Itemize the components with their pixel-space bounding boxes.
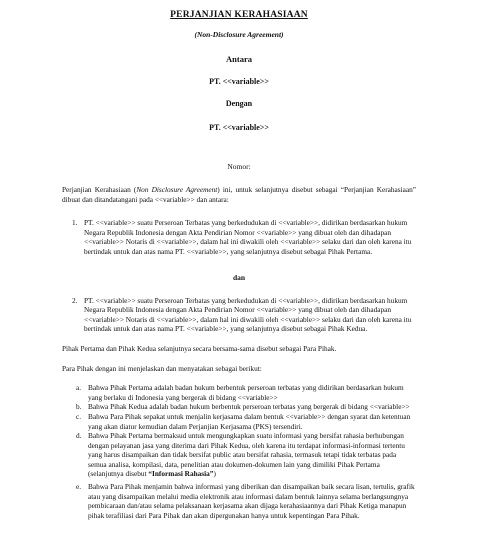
recitals-list [76, 383, 416, 520]
second-party-name: PT. <<variable>> [209, 123, 269, 132]
recital-item [76, 383, 416, 402]
recital-tail: ) [213, 469, 216, 479]
party-number: 2. [72, 295, 78, 305]
intro-italic: Non Disclosure Agreement [136, 185, 218, 194]
dengan-label: Dengan [225, 99, 253, 108]
recital-item [76, 431, 416, 479]
document-subtitle: (Non-Disclosure Agreement) [194, 30, 284, 39]
party-number: 1. [72, 218, 78, 228]
recital-text: Bahwa Pihak Pertama adalah badan hukum berbentuk perseroan terbatas yang didirikan berdasarkan hukum yang berlaku di Indonesia yang bergerak di bidang <<variable>> [88, 383, 404, 402]
recital-text: Bahwa Para Pihak sepakat untuk menjalin kerjasama dalam bentuk <<variable>> dengan syarat dan ketentuan yang akan diatur kemudian dalam Perjanjian Kerjasama (PKS) tersendiri. [88, 411, 411, 431]
dan-label: dan [232, 272, 246, 282]
recital-letter: c. [76, 411, 82, 421]
document-title: PERJANJIAN KERAHASIAAN [170, 10, 308, 20]
nomor-label: Nomor: [227, 162, 251, 171]
recital-text-wrap [88, 431, 416, 479]
recital-text: Bahwa Pihak Pertama bermaksud untuk mengungkapkan suatu informasi yang bersifat rahasia berhubungan dengan pelayanan jasa yang diterima dari Pihak Kedua, oleh karena itu terdapat informasi-informasi tertentu yang harus disampaikan dan tidak bersifat public atau bersifat rahasia, termasuk tetapi tidak terbatas pada semua analisa, kompilasi, data, penelitian atau dokumen-dokumen lain yang dimiliki Pihak Pertama (selanjutnya disebut [88, 431, 405, 479]
recital-letter: e. [76, 482, 82, 492]
declaration-paragraph: Para Pihak dengan ini menjelaskan dan menyatakan sebagai berikut: [62, 363, 262, 373]
party-item-1 [72, 218, 416, 256]
recital-letter: a. [76, 383, 82, 393]
recital-text: Bahwa Para Pihak menjamin bahwa informasi yang diberikan dan disampaikan baik secara lisan, tertulis, grafik atau yang disampaikan melalui media elektronik atau informasi dalam bentuk lainnya selama berlangsungnya pembicaraan dan/atau selama pelaksanaan kerjasama akan dijaga kerahasiaannya dari Pihak Ketiga manapun pihak terafiliasi dari Para Pihak dan akan dipergunakan hanya untuk kepentingan Para Pihak. [88, 482, 415, 520]
para-pihak-paragraph: Pihak Pertama dan Pihak Kedua selanjutnya secara bersama-sama disebut sebagai Para Pihak. [62, 343, 337, 353]
recital-letter: d. [76, 431, 82, 441]
recital-bold-term: “Informasi Rahasia” [148, 469, 214, 479]
intro-text-b: ) ini, untuk selanjutnya disebut sebagai “Perjanjian Kerahasiaan” dibuat dan ditandatangani pada <<variable>> dan antara: [62, 185, 417, 204]
intro-text-a: Perjanjian Kerahasiaan ( [62, 185, 137, 194]
recital-item [76, 412, 416, 431]
antara-label: Antara [226, 54, 252, 64]
party-text: PT. <<variable>> suatu Perseroan Terbatas yang berkedudukan di <<variable>>, didirikan berdasarkan hukum Negara Republik Indonesia dengan Akta Pendirian Nomor <<variable>> yang dibuat oleh dan dihadapan <<variable>> Notaris di <<variable>>, dalam hal ini diwakili oleh <<variable>> selaku dari dan oleh karena itu bertindak untuk dan atas nama PT. <<variable>>, yang selanjutnya disebut sebagai Pihak Pertama. [84, 218, 412, 256]
party-item-2 [72, 296, 416, 334]
recital-text: Bahwa Pihak Kedua adalah badan hukum berbentuk perseroan terbatas yang bergerak di bidang <<variable>> [88, 402, 410, 412]
recital-item [76, 482, 416, 520]
recital-item [76, 402, 416, 412]
first-party-name: PT. <<variable>> [209, 77, 269, 86]
recital-letter: b. [76, 402, 82, 412]
intro-paragraph [62, 185, 416, 204]
party-text: PT. <<variable>> suatu Perseroan Terbatas yang berkedudukan di <<variable>>, didirikan berdasarkan hukum Negara Republik Indonesia dengan Akta Pendirian Nomor <<variable>> yang dibuat oleh dan dihadapan <<variable>> Notaris di <<variable>>, dalam hal ini diwakili oleh <<variable>> selaku dari dan oleh karena itu bertindak untuk dan atas nama PT. <<variable>>, yang selanjutnya disebut sebagai Pihak Kedua. [84, 295, 412, 334]
